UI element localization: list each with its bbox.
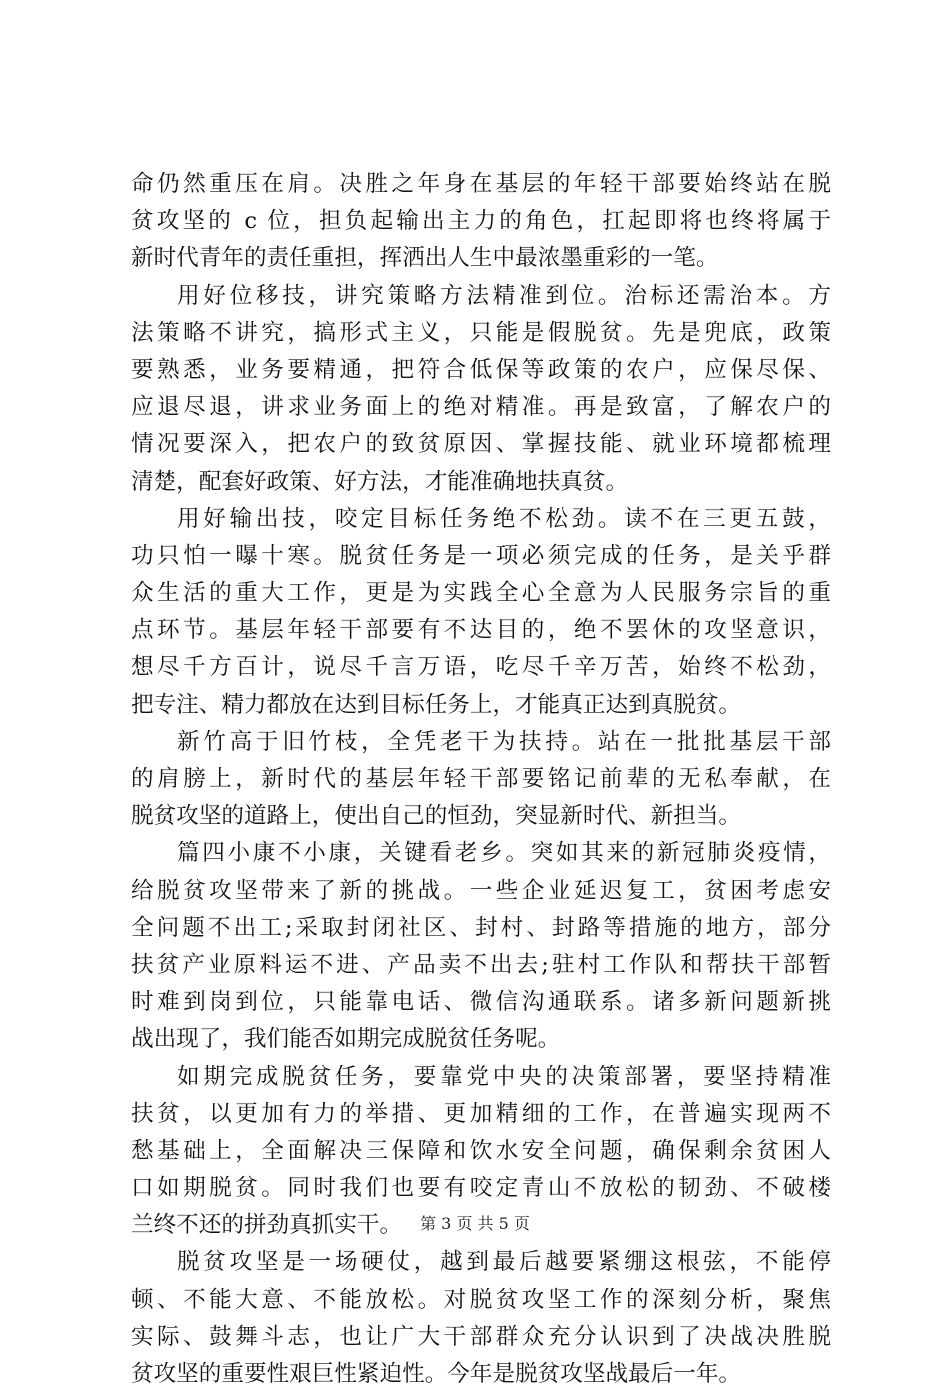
text-line: 全问题不出工;采取封闭社区、封村、封路等措施的地方，部分 [131, 914, 831, 941]
text-line: 脱贫攻坚是一场硬仗，越到最后越要紧绷这根弦，不能停 [177, 1249, 831, 1276]
page-footer: 第 3 页 共 5 页 [420, 1214, 530, 1233]
text-line: 用好位移技，讲究策略方法精准到位。治标还需治本。方 [177, 282, 831, 309]
document-body [131, 166, 831, 1393]
text-line: 用好输出技，咬定目标任务绝不松劲。读不在三更五鼓， [177, 505, 831, 532]
text-line: 众生活的重大工作，更是为实践全心全意为人民服务宗旨的重 [131, 580, 831, 607]
text-line: 新时代青年的责任重担，挥洒出人生中最浓墨重彩的一笔。 [131, 245, 719, 272]
text-line: 的肩膀上，新时代的基层年轻干部要铭记前辈的无私奉献，在 [131, 766, 831, 792]
text-line: 扶贫产业原料运不进、产品卖不出去;驻村工作队和帮扶干部暂 [131, 951, 831, 978]
text-line: 扶贫，以更加有力的举措、更加精细的工作，在普遍实现两不 [131, 1100, 831, 1127]
text-line: 法策略不讲究，搞形式主义，只能是假脱贫。先是兜底，政策 [131, 319, 831, 346]
text-line: 命仍然重压在肩。决胜之年身在基层的年轻干部要始终站在脱 [131, 171, 831, 197]
text-line: 想尽千方百计，说尽千言万语，吃尽千辛万苦，始终不松劲， [131, 654, 831, 681]
text-line: 口如期脱贫。同时我们也要有咬定青山不放松的韧劲、不破楼 [131, 1175, 831, 1202]
text-line: 实际、鼓舞斗志，也让广大干部群众充分认识到了决战决胜脱 [131, 1323, 831, 1350]
text-line: 给脱贫攻坚带来了新的挑战。一些企业延迟复工，贫困考虑安 [131, 877, 831, 904]
text-line: 兰终不还的拼劲真抓实干。 [131, 1212, 403, 1239]
text-line: 顿、不能大意、不能放松。对脱贫攻坚工作的深刻分析，聚焦 [131, 1286, 831, 1313]
text-line: 功只怕一曝十寒。脱贫任务是一项必须完成的任务，是关乎群 [131, 542, 831, 569]
text-line: 贫攻坚的 c 位，担负起输出主力的角色，扛起即将也终将属于 [131, 208, 831, 235]
text-line: 点环节。基层年轻干部要有不达目的，绝不罢休的攻坚意识， [131, 617, 831, 644]
text-line: 篇四小康不小康，关键看老乡。突如其来的新冠肺炎疫情， [177, 840, 831, 867]
text-line: 愁基础上，全面解决三保障和饮水安全问题，确保剩余贫困人 [131, 1137, 831, 1164]
text-line: 把专注、精力都放在达到目标任务上，才能真正达到真脱贫。 [131, 691, 742, 718]
text-line: 要熟悉，业务要精通，把符合低保等政策的农户，应保尽保、 [131, 356, 831, 383]
text-line: 战出现了，我们能否如期完成脱贫任务呢。 [131, 1026, 561, 1053]
text-line: 应退尽退，讲求业务面上的绝对精准。再是致富，了解农户的 [131, 394, 831, 421]
text-line: 脱贫攻坚的道路上，使出自己的恒劲，突显新时代、新担当。 [131, 803, 742, 830]
text-line: 新竹高于旧竹枝，全凭老干为扶持。站在一批批基层干部 [177, 728, 831, 755]
text-line: 清楚，配套好政策、好方法，才能准确地扶真贫。 [131, 468, 629, 495]
text-line: 情况要深入，把农户的致贫原因、掌握技能、就业环境都梳理 [131, 431, 831, 458]
text-line: 如期完成脱贫任务，要靠党中央的决策部署，要坚持精准 [177, 1063, 831, 1090]
text-line: 时难到岗到位，只能靠电话、微信沟通联系。诸多新问题新挑 [131, 989, 831, 1016]
text-line: 贫攻坚的重要性艰巨性紧迫性。今年是脱贫攻坚战最后一年。 [131, 1361, 742, 1387]
